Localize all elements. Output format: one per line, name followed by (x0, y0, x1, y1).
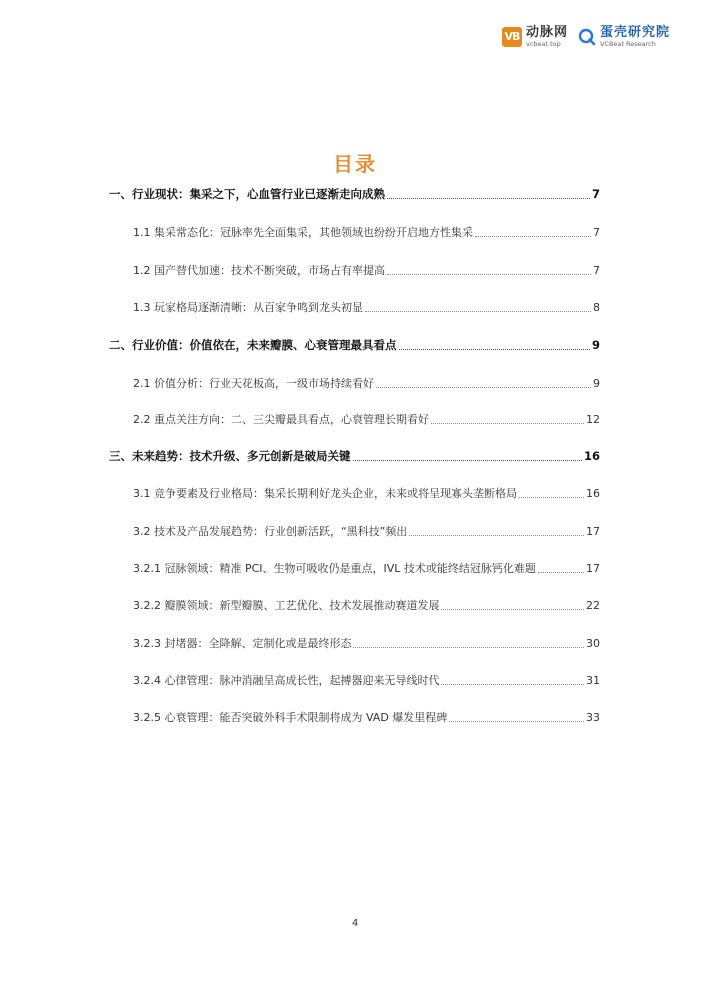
toc-entry-page: 9 (591, 338, 600, 352)
vcbeat-logo (502, 26, 568, 48)
toc-entry[interactable] (133, 224, 600, 240)
toc-entry-label: 三、未来趋势：技术升级、多元创新是破局关键 (109, 449, 351, 463)
toc-entry[interactable] (133, 262, 600, 278)
toc-leader-dots (353, 460, 582, 461)
toc-leader-dots (519, 497, 584, 498)
toc-leader-dots (475, 236, 591, 237)
toc-entry-label: 3.2 技术及产品发展趋势：行业创新活跃，“黑科技”频出 (133, 525, 408, 538)
toc-entry-label: 3.2.4 心律管理：脉冲消融呈高成长性，起搏器迎来无导线时代 (133, 674, 440, 687)
toc-entry[interactable] (133, 375, 600, 391)
toc-entry-page: 16 (586, 487, 600, 500)
toc-leader-dots (353, 647, 584, 648)
toc-entry-label: 1.3 玩家格局逐渐清晰：从百家争鸣到龙头初显 (133, 301, 363, 314)
toc-entry-label: 2.1 价值分析：行业天花板高，一级市场持续看好 (133, 377, 374, 390)
toc-entry-label: 3.1 竞争要素及行业格局：集采长期利好龙头企业，未来或将呈现寡头垄断格局 (133, 487, 517, 500)
toc-entry[interactable] (133, 299, 600, 315)
toc-entry-label: 一、行业现状：集采之下，心血管行业已逐渐走向成熟 (109, 187, 385, 201)
toc-leader-dots (387, 274, 591, 275)
vcbeat-research-logo (578, 26, 670, 48)
toc-entry[interactable] (133, 635, 600, 651)
toc-entry-page: 7 (593, 264, 600, 277)
q-logo-icon (578, 28, 596, 46)
toc-entry[interactable] (109, 186, 600, 202)
toc-leader-dots (387, 198, 590, 199)
toc-entry[interactable] (133, 709, 600, 725)
toc-entry-label: 3.2.2 瓣膜领域：新型瓣膜、工艺优化、技术发展推动赛道发展 (133, 599, 440, 612)
toc-entry[interactable] (133, 485, 600, 501)
toc-entry-label: 2.2 重点关注方向：二、三尖瓣最具看点，心衰管理长期看好 (133, 413, 429, 426)
toc-entry-page: 30 (586, 637, 600, 650)
toc-leader-dots (441, 684, 584, 685)
toc-entry[interactable] (109, 337, 600, 353)
toc-entry-page: 22 (586, 599, 600, 612)
toc-entry-page: 7 (593, 226, 600, 239)
toc-entry-page: 16 (583, 449, 600, 463)
toc-leader-dots (376, 387, 591, 388)
toc-leader-dots (409, 535, 584, 536)
toc-entry[interactable] (109, 448, 600, 464)
header (502, 26, 670, 48)
vcbeat-site: vcbeat.top (525, 40, 561, 48)
toc-entry[interactable] (133, 523, 600, 539)
toc-entry-label: 二、行业价值：价值依在，未来瓣膜、心衰管理最具看点 (109, 338, 397, 352)
research-name: 蛋壳研究院 (599, 25, 670, 40)
toc-entry-page: 31 (586, 674, 600, 687)
toc-entry-page: 8 (593, 301, 600, 314)
toc-leader-dots (431, 423, 584, 424)
toc-entry-label: 3.2.1 冠脉领域：精准 PCI、生物可吸收仍是重点，IVL 技术或能终结冠脉钙化难题 (133, 562, 536, 575)
vcbeat-name: 动脉网 (525, 25, 568, 40)
toc-entry[interactable] (133, 411, 600, 427)
vb-logo-icon: VB (502, 27, 522, 47)
toc-entry-page: 33 (586, 711, 600, 724)
toc-leader-dots (538, 572, 584, 573)
page-number: 4 (351, 918, 359, 929)
toc-entry-label: 3.2.3 封堵器：全降解、定制化或是最终形态 (133, 637, 352, 650)
toc-entry[interactable] (133, 560, 600, 576)
toc-entry[interactable] (133, 672, 600, 688)
toc-leader-dots (399, 349, 590, 350)
toc-entry[interactable] (133, 597, 600, 613)
toc-entry-page: 7 (591, 187, 600, 201)
toc-leader-dots (449, 721, 584, 722)
toc-leader-dots (441, 609, 584, 610)
toc-title: 目录 (333, 152, 377, 176)
toc-entry-label: 3.2.5 心衰管理：能否突破外科手术限制将成为 VAD 爆发里程碑 (133, 711, 448, 724)
toc-entry-label: 1.1 集采常态化：冠脉率先全面集采，其他领域也纷纷开启地方性集采 (133, 226, 473, 239)
toc-entry-page: 17 (586, 525, 600, 538)
toc-entry-label: 1.2 国产替代加速：技术不断突破，市场占有率提高 (133, 264, 385, 277)
toc-entry-page: 17 (586, 562, 600, 575)
toc-entry-page: 9 (593, 377, 600, 390)
toc-leader-dots (365, 311, 591, 312)
toc-entry-page: 12 (586, 413, 600, 426)
research-site: VCBeat Research (599, 40, 656, 48)
